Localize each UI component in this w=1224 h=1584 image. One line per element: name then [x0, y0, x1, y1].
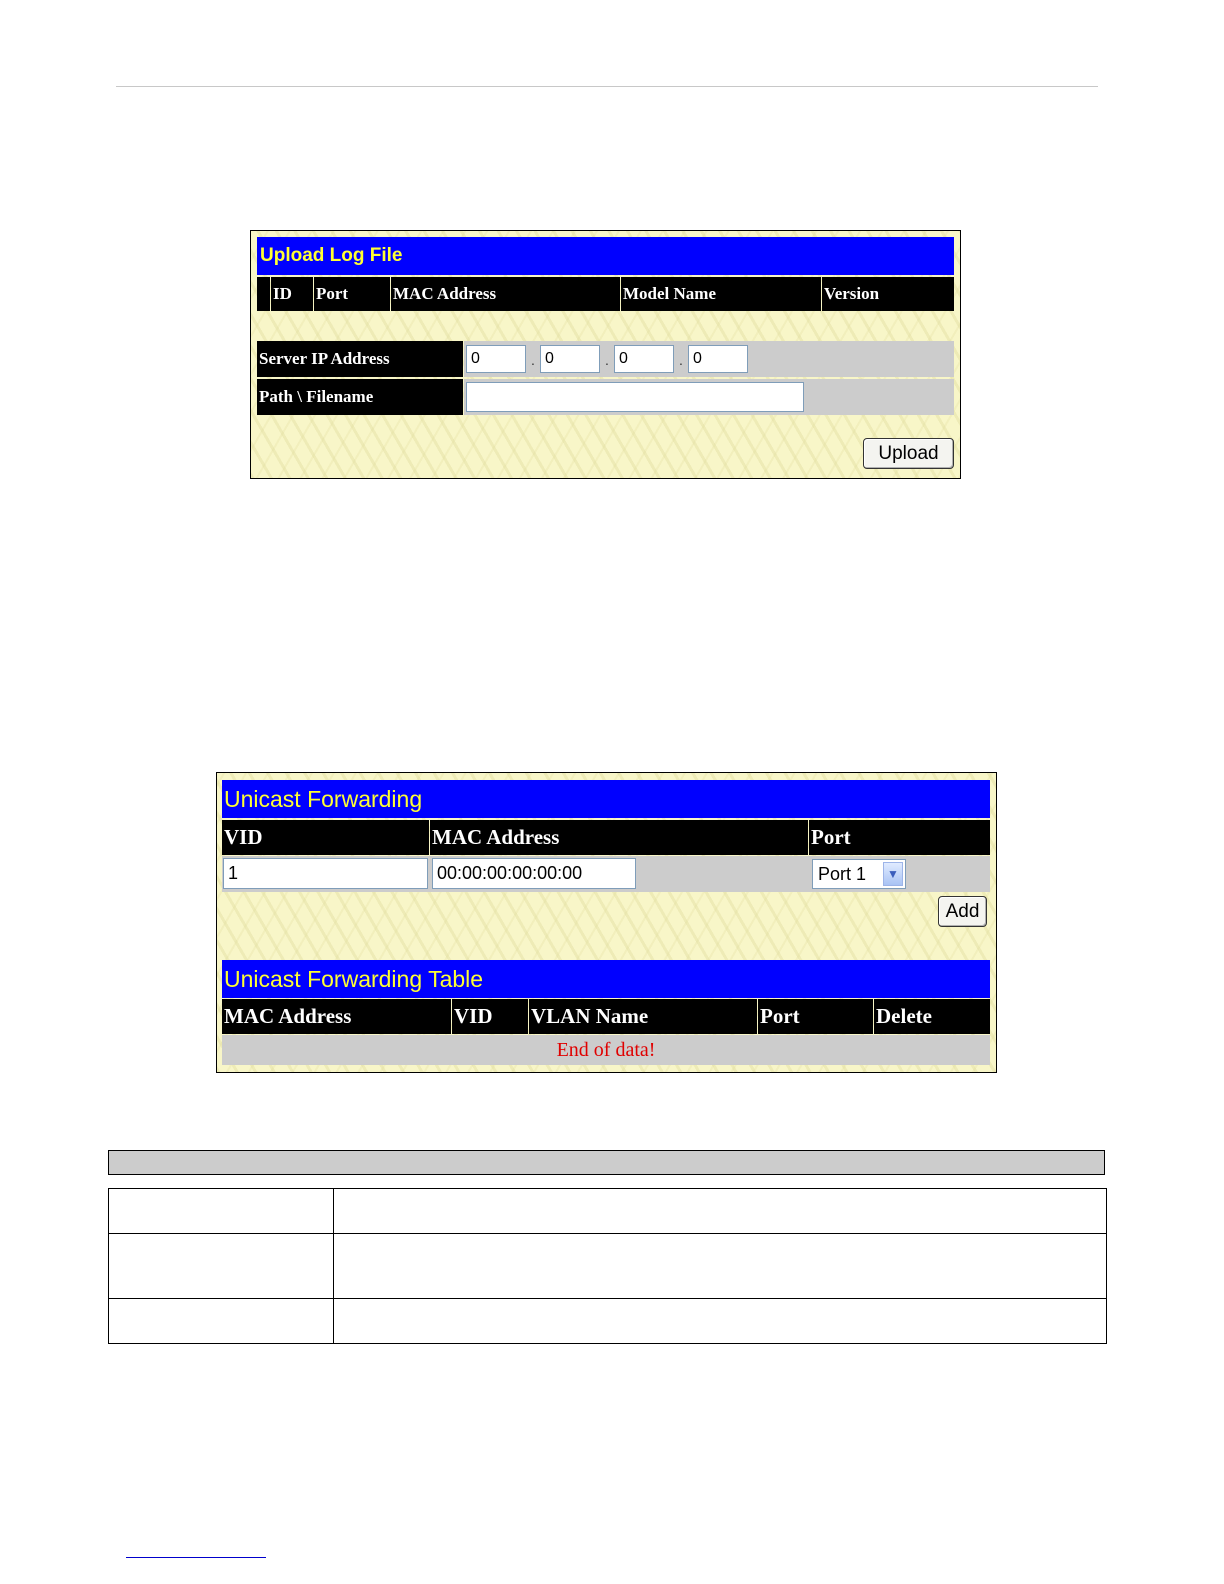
port-select-value: Port 1: [818, 864, 867, 884]
table-row: [109, 1234, 1107, 1299]
path-filename-label: Path \ Filename: [257, 379, 463, 415]
table-cell: [109, 1189, 334, 1234]
table-header-mac-address: MAC Address: [222, 999, 451, 1034]
column-header-blank: [257, 277, 270, 311]
column-header-mac-address: MAC Address: [391, 277, 620, 311]
chevron-down-icon[interactable]: ▼: [883, 862, 903, 886]
server-ip-address-label: Server IP Address: [257, 341, 463, 377]
ip-dot-separator: .: [605, 352, 609, 368]
end-of-data-message: End of data!: [222, 1035, 990, 1065]
vid-input[interactable]: 1: [223, 858, 428, 889]
unicast-forwarding-table-title: Unicast Forwarding Table: [222, 960, 990, 998]
ip-octet-4-input[interactable]: 0: [688, 345, 748, 373]
ip-dot-separator: .: [531, 352, 535, 368]
mac-address-input[interactable]: 00:00:00:00:00:00: [432, 858, 636, 889]
path-filename-input[interactable]: [466, 382, 804, 412]
add-button[interactable]: Add: [938, 896, 987, 927]
description-table-header-bar: [108, 1150, 1105, 1175]
table-row: [109, 1189, 1107, 1234]
ip-octet-1-input[interactable]: 0: [466, 345, 526, 373]
table-header-delete: Delete: [874, 999, 990, 1034]
table-header-vid: VID: [452, 999, 528, 1034]
table-cell: [109, 1234, 334, 1299]
column-header-port: Port: [314, 277, 390, 311]
upload-button[interactable]: Upload: [863, 438, 954, 469]
column-header-mac-address: MAC Address: [430, 820, 808, 855]
port-select[interactable]: [812, 859, 906, 889]
ip-octet-2-input[interactable]: 0: [540, 345, 600, 373]
table-header-port: Port: [758, 999, 873, 1034]
column-header-vid: VID: [222, 820, 429, 855]
page-header-rule: [116, 86, 1098, 87]
unicast-forwarding-title: Unicast Forwarding: [222, 780, 990, 818]
column-header-version: Version: [822, 277, 954, 311]
column-header-id: ID: [271, 277, 313, 311]
column-header-model-name: Model Name: [621, 277, 821, 311]
column-header-port: Port: [809, 820, 990, 855]
table-header-vlan-name: VLAN Name: [529, 999, 757, 1034]
table-cell: [334, 1234, 1107, 1299]
table-cell: [334, 1189, 1107, 1234]
ip-octet-3-input[interactable]: 0: [614, 345, 674, 373]
upload-log-file-title: Upload Log File: [257, 237, 954, 275]
table-cell: [109, 1299, 334, 1344]
table-row: [109, 1299, 1107, 1344]
table-cell: [334, 1299, 1107, 1344]
ip-dot-separator: .: [679, 352, 683, 368]
footer-link-underline: [126, 1557, 266, 1558]
description-table: [108, 1188, 1107, 1344]
